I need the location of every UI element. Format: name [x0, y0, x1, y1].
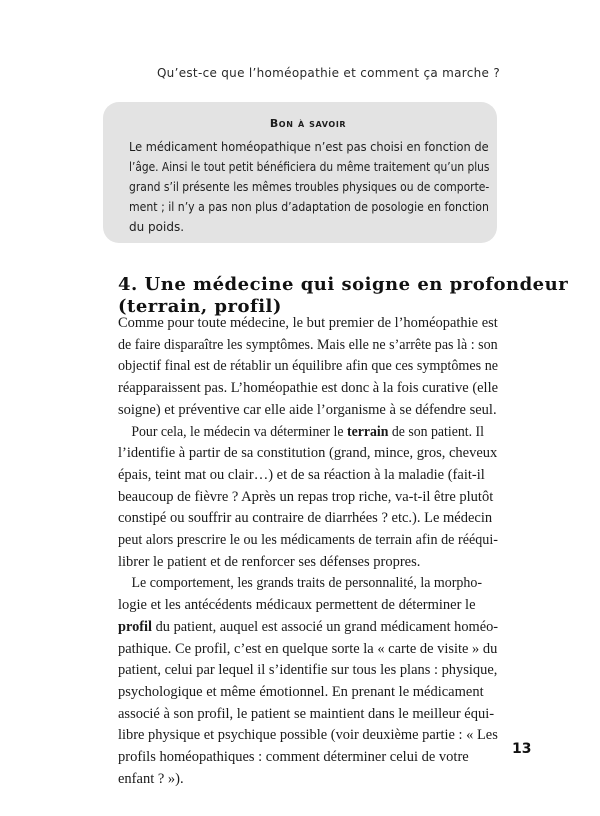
paragraph-line: soigne) et préventive car elle aide l’organisme à se défendre seul.	[118, 401, 497, 418]
info-box-line: grand s’il présente les mêmes troubles physiques ou de comporte-	[129, 180, 490, 194]
paragraph-line: associé à son profil, le patient se maintient dans le meilleur équi-	[118, 705, 495, 722]
term-profil: profil	[118, 618, 153, 635]
paragraph-line: peut alors prescrire le ou les médicaments de terrain afin de rééqui-	[118, 532, 498, 549]
paragraph-line: Le comportement, les grands traits de personnalité, la morpho-	[131, 575, 483, 592]
paragraph-text: du patient, auquel est associé un grand médicament homéo-	[152, 618, 499, 635]
paragraph-text: Pour cela, le médecin va déterminer le	[131, 423, 347, 440]
paragraph-line: réapparaissent pas. L’homéopathie est donc à la fois curative (elle	[118, 380, 499, 397]
page-number: 13	[512, 741, 532, 757]
running-head: Qu’est-ce que l’homéopathie et comment ça marche ?	[156, 66, 500, 80]
paragraph-line: Comme pour toute médecine, le but premier de l’homéopathie est	[118, 315, 498, 331]
paragraph-line: de faire disparaître les symptômes. Mais elle ne s’arrête pas là : son	[118, 336, 498, 353]
paragraph-line: logie et les antécédents médicaux permettent de déterminer le	[118, 597, 476, 614]
body-text	[118, 313, 498, 790]
term-terrain: terrain	[346, 423, 389, 440]
info-box-title-text: Bon à savoir	[269, 117, 347, 130]
paragraph-line: librer le patient et de renforcer ses défenses propres.	[118, 553, 421, 570]
paragraph-line: psychologique et même émotionnel. En prenant le médicament	[118, 683, 484, 700]
paragraph-line: objectif final est de rétablir un équilibre afin que ces symptômes ne	[118, 358, 499, 375]
paragraph-line: pathique. Ce profil, c’est en quelque sorte la « carte de visite » du	[118, 640, 498, 657]
paragraph-line: profils homéopathiques : comment déterminer celui de votre	[118, 749, 469, 766]
section-heading-line: 4. Une médecine qui soigne en profondeur	[118, 274, 569, 295]
info-box-line: ment ; il n’y a pas non plus d’adaptation de posologie en fonction	[129, 200, 489, 214]
paragraph-text: de son patient. Il	[388, 423, 484, 440]
info-box-line: Le médicament homéopathique n’est pas choisi en fonction de	[129, 140, 489, 154]
paragraph-line: enfant ? »).	[118, 770, 184, 787]
paragraph-line: patient, celui par lequel il s’identifie sur tous les plans : physique,	[118, 662, 498, 679]
paragraph-line: l’identifie à partir de sa constitution (grand, mince, gros, cheveux	[118, 445, 498, 462]
paragraph-first-line	[118, 422, 484, 444]
paragraph-term-line	[118, 617, 499, 639]
paragraph-line: beaucoup de fièvre ? Après un repas trop riche, va-t-il être plutôt	[118, 488, 494, 505]
info-box-title	[129, 116, 487, 132]
paragraph-line: constipé ou souffrir au contraire de diarrhées ? etc.). Le médecin	[118, 510, 493, 527]
info-box	[103, 102, 497, 243]
paragraph-line: épais, teint mat ou clair…) et de sa réaction à la maladie (fait-il	[118, 466, 485, 483]
section-heading-line: (terrain, profil)	[118, 296, 282, 317]
info-box-line: l’âge. Ainsi le tout petit bénéficiera du même traitement qu’un plus	[129, 160, 490, 174]
section-heading	[118, 274, 568, 318]
paragraph-line: libre physique et psychique possible (voir deuxième partie : « Les	[118, 727, 498, 744]
info-box-line: du poids.	[129, 220, 185, 234]
